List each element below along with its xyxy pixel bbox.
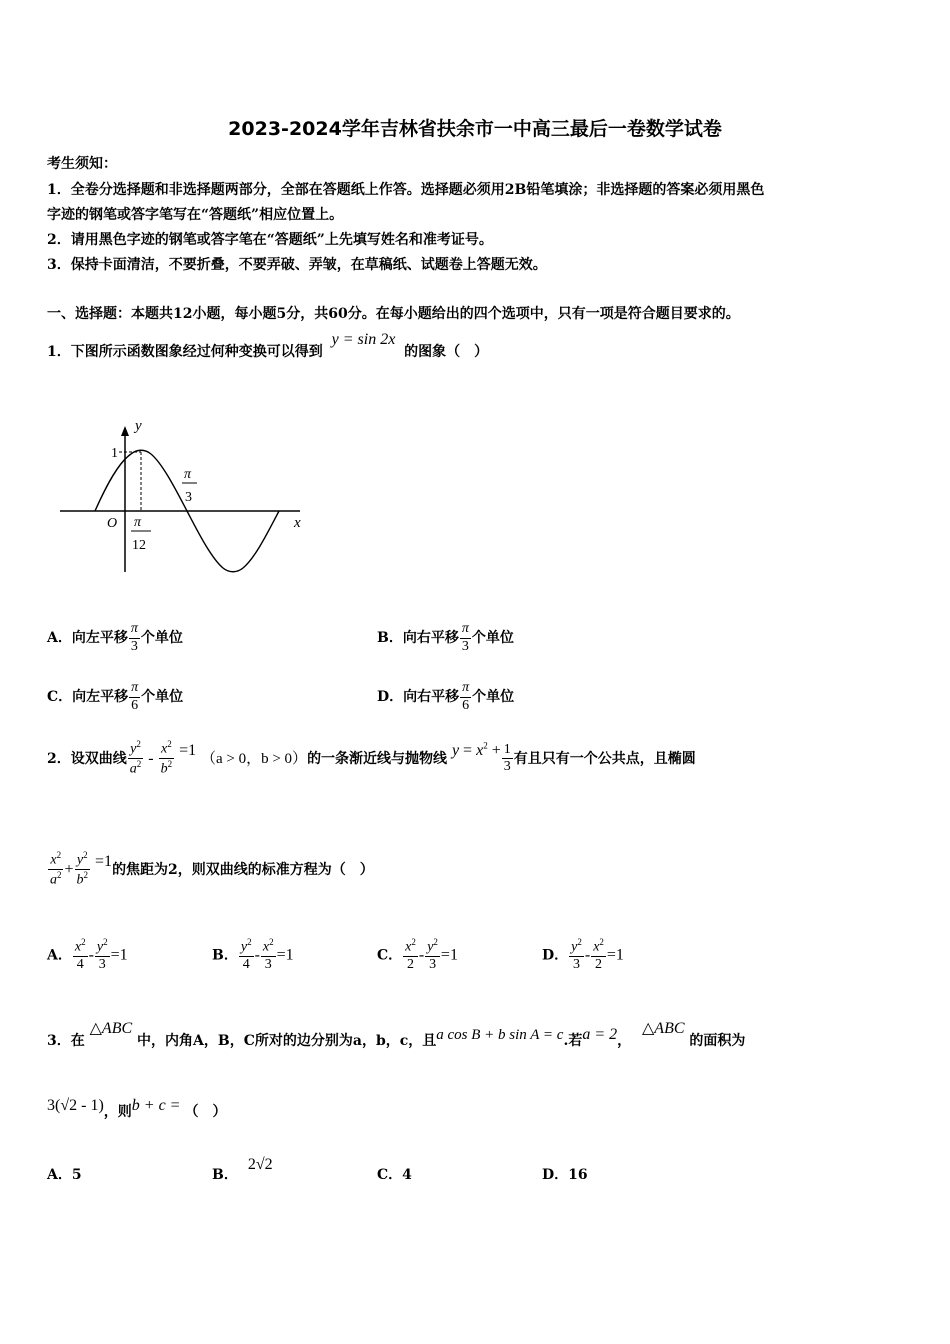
q3-triangle: △ABC xyxy=(89,1020,133,1037)
origin-label: O xyxy=(107,516,118,531)
fraction: $\frac{y^2}{3}$ xyxy=(96,937,108,973)
q2-option-d[interactable]: D． $\frac{y^2}{3}$ - $\frac{x^2}{2}$ =1 xyxy=(542,937,624,973)
fraction: $\frac{y^2}{3}$ xyxy=(571,937,582,973)
fraction: $\frac{x^2}{a^2}$ xyxy=(50,850,62,888)
fraction: $\frac{\pi}{6}$ xyxy=(462,680,470,713)
pi-12-denominator: 12 xyxy=(132,538,146,553)
q3-formula: a cos B + b sin A = c xyxy=(436,1027,564,1043)
one-label: 1 xyxy=(111,446,118,461)
fraction: $\frac{y^2}{b^2}$ xyxy=(76,850,89,888)
q1-suffix: 的图象（ ） xyxy=(404,344,489,360)
page-title: 2023-2024学年吉林省扶余市一中高三最后一卷数学试卷 xyxy=(228,118,722,140)
notice-item-3: 3．保持卡面清洁，不要折叠，不要弄破、弄皱，在草稿纸、试题卷上答题无效。 xyxy=(47,257,547,273)
q2-option-a[interactable]: A． $\frac{x^2}{4}$ - $\frac{y^2}{3}$ =1 xyxy=(47,937,128,973)
q3-area-value: 3(√2 - 1) xyxy=(47,1097,104,1114)
pi-3-numerator: π xyxy=(184,467,192,482)
q3-option-b[interactable]: B．2√2 xyxy=(212,1156,273,1183)
x-axis-label: x xyxy=(294,515,301,531)
notice-item-1a: 1．全卷分选择题和非选择题两部分，全部在答题纸上作答。选择题必须用2B铅笔填涂；非选择题的答案必须用黑色 xyxy=(47,182,765,198)
fraction: $\frac{x^2}{3}$ xyxy=(262,937,274,973)
q3-stem-line1: 3．在 △ABC 中，内角A，B，C所对的边分别为a，b，c，且a cos B + b sin A = c.若a = 2， △ABC 的面积为 xyxy=(47,1020,746,1049)
q1-formula: y = sin 2x xyxy=(331,331,396,348)
section-heading: 一、选择题：本题共12小题，每小题5分，共60分。在每小题给出的四个选项中，只有一项是符合题目要求的。 xyxy=(47,306,740,322)
pi-12-numerator: π xyxy=(134,515,142,530)
fraction: $\frac{x^2}{4}$ xyxy=(74,937,86,973)
notice-heading: 考生须知： xyxy=(47,156,117,172)
q2-condition: （a > 0，b > 0） xyxy=(200,750,308,767)
notice-item-2: 2．请用黑色字迹的钢笔或答字笔在“答题纸”上先填写姓名和准考证号。 xyxy=(47,232,493,248)
q3-option-d[interactable]: D．16 xyxy=(542,1167,588,1183)
q1-stem xyxy=(47,331,489,361)
q3-a-value: a = 2 xyxy=(582,1026,618,1043)
q3-sum-expr: b + c = xyxy=(131,1097,181,1114)
fraction: $\frac{\pi}{3}$ xyxy=(461,621,469,654)
q1-option-a[interactable]: A．向左平移 $\frac{\pi}{3}$ 个单位 xyxy=(47,621,183,654)
q3-triangle-2: △ABC xyxy=(642,1020,685,1037)
q1-option-d[interactable]: D．向右平移 $\frac{\pi}{6}$ 个单位 xyxy=(377,680,515,713)
notice-item-1b: 字迹的钢笔或答字笔写在“答题纸”相应位置上。 xyxy=(47,207,344,223)
q3-stem-line2: 3(√2 - 1)，则b + c = （ ） xyxy=(47,1097,227,1120)
y-axis-label: y xyxy=(135,418,142,434)
q1-option-c[interactable]: C．向左平移 $\frac{\pi}{6}$ 个单位 xyxy=(47,680,184,713)
q1-prefix: 1．下图所示函数图象经过何种变换可以得到 xyxy=(47,344,323,360)
pi-3-denominator: 3 xyxy=(185,490,192,505)
fraction: $\frac{y^2}{3}$ xyxy=(427,937,438,973)
q2-stem-line1: 2．设双曲线 $\frac{y^2}{a^2}$ - $\frac{x^2}{b^2}$ =1 （a > 0，b > 0）的一条渐近线与抛物线 $y = x^2$ + $\frac{1}{3}$ 有且只有一个公共点，且椭圆 xyxy=(47,739,696,777)
fraction: $\frac{x^2}{2}$ xyxy=(593,937,604,973)
q3-option-c[interactable]: C．4 xyxy=(377,1167,412,1183)
fraction: $\frac{y^2}{a^2}$ xyxy=(129,739,142,777)
fraction: $\frac{y^2}{4}$ xyxy=(240,937,252,973)
q1-option-b[interactable]: B．向右平移 $\frac{\pi}{3}$ 个单位 xyxy=(377,621,514,654)
q2-stem-line2: $\frac{x^2}{a^2}$ + $\frac{y^2}{b^2}$ =1的焦距为2，则双曲线的标准方程为（ ） xyxy=(50,850,374,888)
fraction: $\frac{1}{3}$ xyxy=(503,741,511,775)
fraction: $\frac{x^2}{b^2}$ xyxy=(160,739,173,777)
q3-option-b-value: 2√2 xyxy=(247,1156,273,1173)
y-axis-arrow xyxy=(121,426,129,436)
fraction: $\frac{\pi}{6}$ xyxy=(131,680,139,713)
q2-option-c[interactable]: C． $\frac{x^2}{2}$ - $\frac{y^2}{3}$ =1 xyxy=(377,937,458,973)
q2-option-b[interactable]: B． $\frac{y^2}{4}$ - $\frac{x^2}{3}$ =1 xyxy=(212,937,294,973)
q3-option-a[interactable]: A．5 xyxy=(47,1167,82,1183)
q1-sine-graph xyxy=(55,412,315,582)
fraction: $\frac{\pi}{3}$ xyxy=(130,621,138,654)
fraction: $\frac{x^2}{2}$ xyxy=(405,937,416,973)
